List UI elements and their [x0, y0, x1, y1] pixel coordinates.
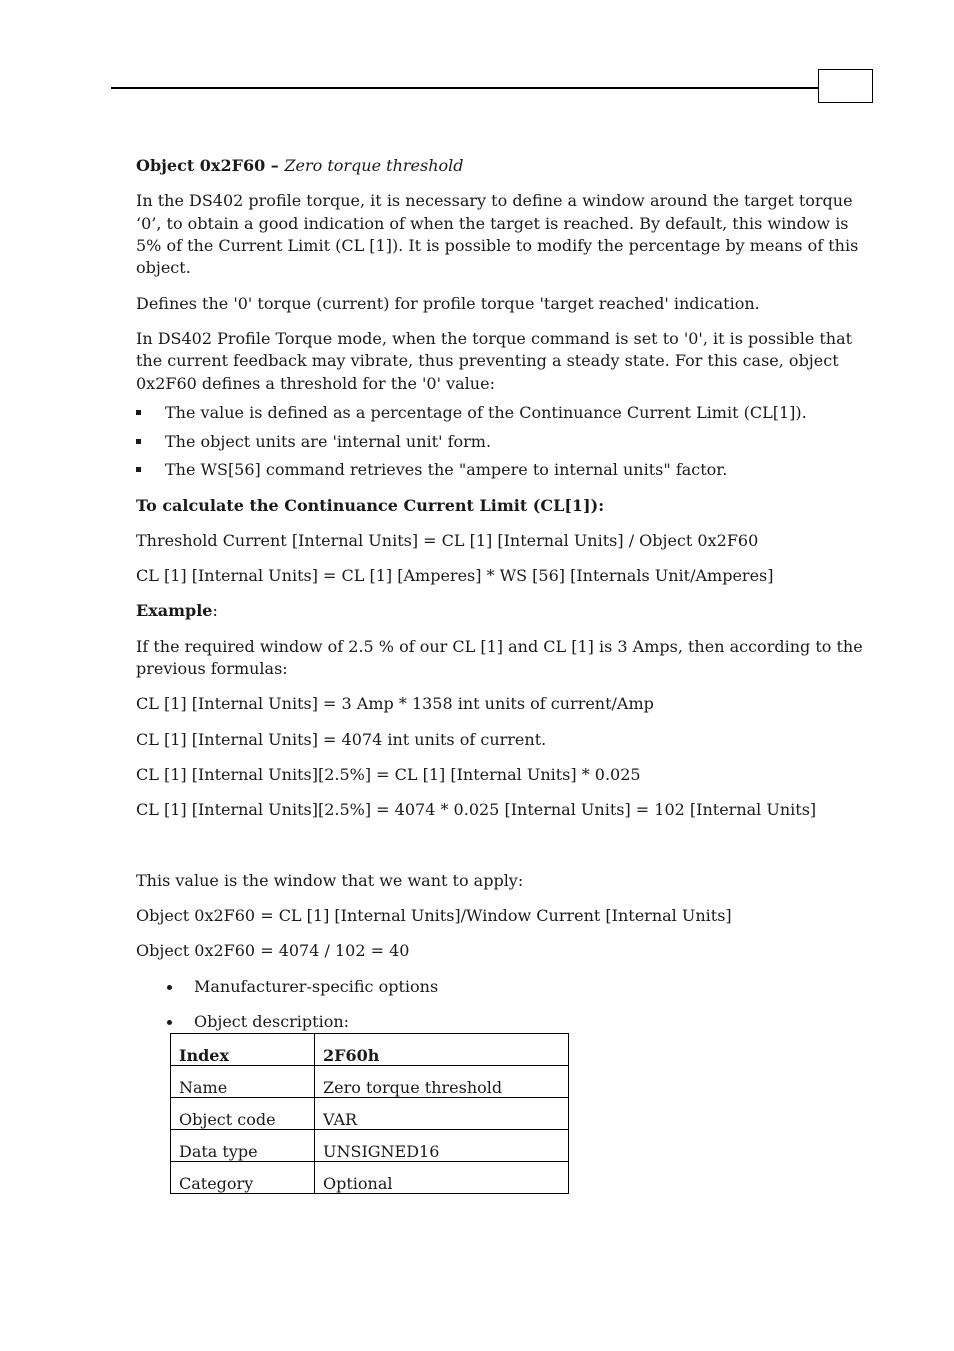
table-cell: Object code	[171, 1098, 315, 1130]
formula-threshold: Threshold Current [Internal Units] = CL [1] [Internal Units] / Object 0x2F60	[136, 531, 759, 550]
table-cell: UNSIGNED16	[315, 1130, 569, 1162]
example-line: If the required window of 2.5 % of our CL [1] and CL [1] is 3 Amps, then according to the	[136, 637, 863, 656]
intro-line: ‘0’, to obtain a good indication of when the target is reached. By default, this window is	[136, 214, 849, 233]
example-label: Example	[136, 601, 213, 620]
mode-line: 0x2F60 defines a threshold for the '0' value:	[136, 374, 495, 393]
calc-line: CL [1] [Internal Units] = 3 Amp * 1358 int units of current/Amp	[136, 694, 654, 713]
example-label-line	[136, 600, 218, 623]
heading-object: Object 0x2F60 –	[136, 156, 285, 175]
table-row	[171, 1098, 569, 1130]
header-rule	[111, 87, 818, 89]
section-heading	[136, 155, 464, 178]
intro-line: object.	[136, 258, 191, 277]
object-description-table	[170, 1033, 569, 1194]
calc-line: CL [1] [Internal Units] = 4074 int units of current.	[136, 730, 547, 749]
calc-heading: To calculate the Continuance Current Limit (CL[1]):	[136, 496, 605, 515]
page-number-box	[818, 69, 873, 103]
object-formula: Object 0x2F60 = CL [1] [Internal Units]/Window Current [Internal Units]	[136, 906, 732, 925]
round-bullet-icon	[167, 1020, 172, 1025]
calc-line: CL [1] [Internal Units][2.5%] = CL [1] [Internal Units] * 0.025	[136, 765, 641, 784]
object-result: Object 0x2F60 = 4074 / 102 = 40	[136, 941, 410, 960]
table-header-row	[171, 1034, 569, 1066]
table-header-cell: 2F60h	[315, 1034, 569, 1066]
mode-line: the current feedback may vibrate, thus preventing a steady state. For this case, object	[136, 351, 839, 370]
calc-line: CL [1] [Internal Units][2.5%] = 4074 * 0.025 [Internal Units] = 102 [Internal Units]	[136, 800, 817, 819]
example-colon: :	[212, 601, 218, 620]
table-row	[171, 1162, 569, 1194]
square-bullet-icon	[136, 467, 141, 472]
intro-line: In the DS402 profile torque, it is necessary to define a window around the target torque	[136, 191, 853, 210]
table-cell: Optional	[315, 1162, 569, 1194]
table-cell: VAR	[315, 1098, 569, 1130]
bullet-text: The WS[56] command retrieves the "ampere to internal units" factor.	[165, 460, 728, 479]
table-cell: Name	[171, 1066, 315, 1098]
defines-paragraph: Defines the '0' torque (current) for profile torque 'target reached' indication.	[136, 294, 760, 313]
intro-line: 5% of the Current Limit (CL [1]). It is possible to modify the percentage by means of this	[136, 236, 859, 255]
formula-cl: CL [1] [Internal Units] = CL [1] [Amperes] * WS [56] [Internals Unit/Amperes]	[136, 566, 774, 585]
square-bullet-icon	[136, 439, 141, 444]
option-text: Manufacturer-specific options	[194, 977, 439, 996]
table-cell: Zero torque threshold	[315, 1066, 569, 1098]
table-row	[171, 1130, 569, 1162]
round-bullet-icon	[167, 985, 172, 990]
bullet-text: The object units are 'internal unit' form.	[165, 432, 492, 451]
window-paragraph: This value is the window that we want to apply:	[136, 871, 524, 890]
mode-line: In DS402 Profile Torque mode, when the torque command is set to '0', it is possible that	[136, 329, 853, 348]
table-header-cell: Index	[171, 1034, 315, 1066]
example-line: previous formulas:	[136, 659, 288, 678]
heading-title: Zero torque threshold	[284, 156, 464, 175]
square-bullet-icon	[136, 410, 141, 415]
bullet-text: The value is defined as a percentage of the Continuance Current Limit (CL[1]).	[165, 403, 807, 422]
option-text: Object description:	[194, 1012, 350, 1031]
table-cell: Data type	[171, 1130, 315, 1162]
table-row	[171, 1066, 569, 1098]
table-cell: Category	[171, 1162, 315, 1194]
